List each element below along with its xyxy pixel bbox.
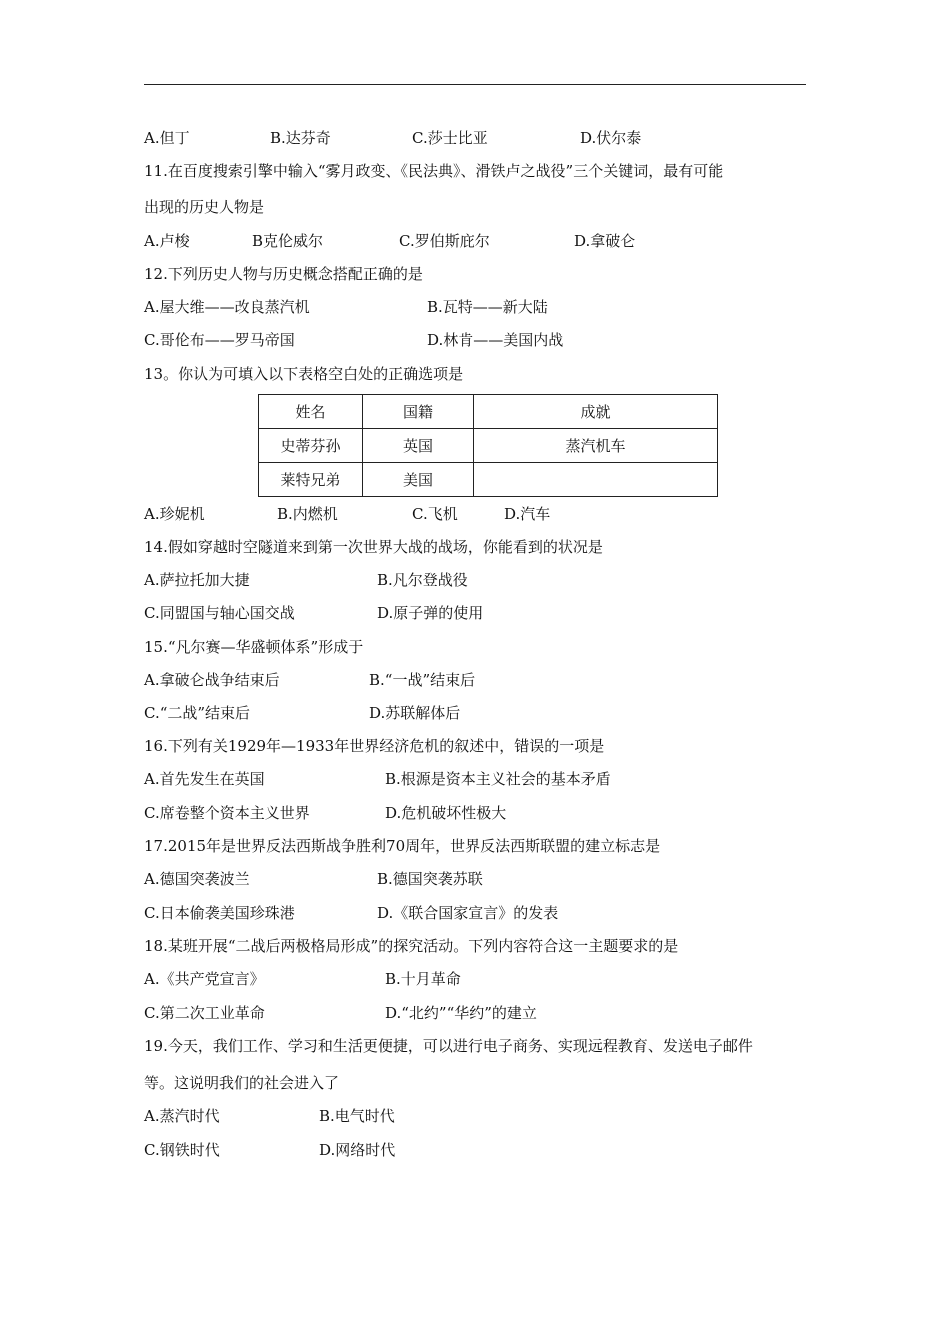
q17-stem: 17.2015年是世界反法西斯战争胜利70周年，世界反法西斯联盟的建立标志是 [144,837,661,855]
q16-option-c[interactable]: C.席卷整个资本主义世界 [144,804,310,822]
q17-option-c[interactable]: C.日本偷袭美国珍珠港 [144,904,295,922]
q18-option-d[interactable]: D.“北约”“华约”的建立 [385,1004,537,1022]
table-header-cell: 成就 [474,395,718,429]
q18-stem: 18.某班开展“二战后两极格局形成”的探究活动。下列内容符合这一主题要求的是 [144,937,679,955]
q11-option-a[interactable]: A.卢梭 [144,232,190,250]
q16-option-b[interactable]: B.根源是资本主义社会的基本矛盾 [385,770,611,788]
q11-stem-line1: 11.在百度搜索引擎中输入“雾月政变、《民法典》、滑铁卢之战役”三个关键词，最有可能 [144,162,724,180]
q11-stem-line2: 出现的历史人物是 [144,198,265,216]
q15-stem: 15.“凡尔赛—华盛顿体系”形成于 [144,638,364,656]
q16-stem: 16.下列有关1929年—1933年世界经济危机的叙述中，错误的一项是 [144,737,605,755]
q18-option-b[interactable]: B.十月革命 [385,970,461,988]
q10-option-c[interactable]: C.莎士比亚 [412,129,488,147]
q14-option-c[interactable]: C.同盟国与轴心国交战 [144,604,295,622]
table-cell-blank [474,463,718,497]
table-cell: 美国 [363,463,474,497]
q18-option-a[interactable]: A.《共产党宣言》 [144,970,265,988]
q19-option-a[interactable]: A.蒸汽时代 [144,1107,220,1125]
table-header-row [259,395,718,429]
table-cell: 英国 [363,429,474,463]
table-row [259,429,718,463]
q15-option-b[interactable]: B.“一战”结束后 [369,671,476,689]
table-header-cell: 姓名 [259,395,363,429]
q11-option-b[interactable]: B克伦威尔 [252,232,324,250]
q16-option-a[interactable]: A.首先发生在英国 [144,770,265,788]
q13-option-b[interactable]: B.内燃机 [277,505,338,523]
q19-option-d[interactable]: D.网络时代 [319,1141,396,1159]
table-cell: 史蒂芬孙 [259,429,363,463]
q18-option-c[interactable]: C.第二次工业革命 [144,1004,265,1022]
q17-option-d[interactable]: D.《联合国家宣言》的发表 [377,904,559,922]
q12-option-b[interactable]: B.瓦特——新大陆 [427,298,548,316]
q15-option-c[interactable]: C.“二战”结束后 [144,704,251,722]
table-header-cell: 国籍 [363,395,474,429]
q16-option-d[interactable]: D.危机破坏性极大 [385,804,507,822]
q12-option-d[interactable]: D.林肯——美国内战 [427,331,564,349]
q12-option-c[interactable]: C.哥伦布——罗马帝国 [144,331,295,349]
table-cell: 莱特兄弟 [259,463,363,497]
q10-option-a[interactable]: A.但丁 [144,129,190,147]
q19-option-b[interactable]: B.电气时代 [319,1107,395,1125]
q13-stem: 13。你认为可填入以下表格空白处的正确选项是 [144,365,464,383]
table-row [259,463,718,497]
q13-table [258,394,718,497]
q19-stem-line2: 等。这说明我们的社会进入了 [144,1074,340,1092]
q14-option-d[interactable]: D.原子弹的使用 [377,604,484,622]
header-rule [144,84,806,85]
q14-option-a[interactable]: A.萨拉托加大捷 [144,571,250,589]
q13-option-d[interactable]: D.汽车 [504,505,551,523]
q11-option-d[interactable]: D.拿破仑 [574,232,636,250]
q14-option-b[interactable]: B.凡尔登战役 [377,571,468,589]
q10-option-b[interactable]: B.达芬奇 [270,129,331,147]
q12-stem: 12.下列历史人物与历史概念搭配正确的是 [144,265,423,283]
q11-option-c[interactable]: C.罗伯斯庇尔 [399,232,490,250]
table-cell: 蒸汽机车 [474,429,718,463]
q10-option-d[interactable]: D.伏尔泰 [580,129,642,147]
q12-option-a[interactable]: A.屋大维——改良蒸汽机 [144,298,310,316]
q17-option-a[interactable]: A.德国突袭波兰 [144,870,250,888]
q15-option-d[interactable]: D.苏联解体后 [369,704,461,722]
q14-stem: 14.假如穿越时空隧道来到第一次世界大战的战场，你能看到的状况是 [144,538,603,556]
q15-option-a[interactable]: A.拿破仑战争结束后 [144,671,280,689]
q13-option-c[interactable]: C.飞机 [412,505,458,523]
q19-option-c[interactable]: C.钢铁时代 [144,1141,220,1159]
q13-option-a[interactable]: A.珍妮机 [144,505,205,523]
q17-option-b[interactable]: B.德国突袭苏联 [377,870,483,888]
q19-stem-line1: 19.今天，我们工作、学习和生活更便捷，可以进行电子商务、实现远程教育、发送电子邮件 [144,1037,753,1055]
